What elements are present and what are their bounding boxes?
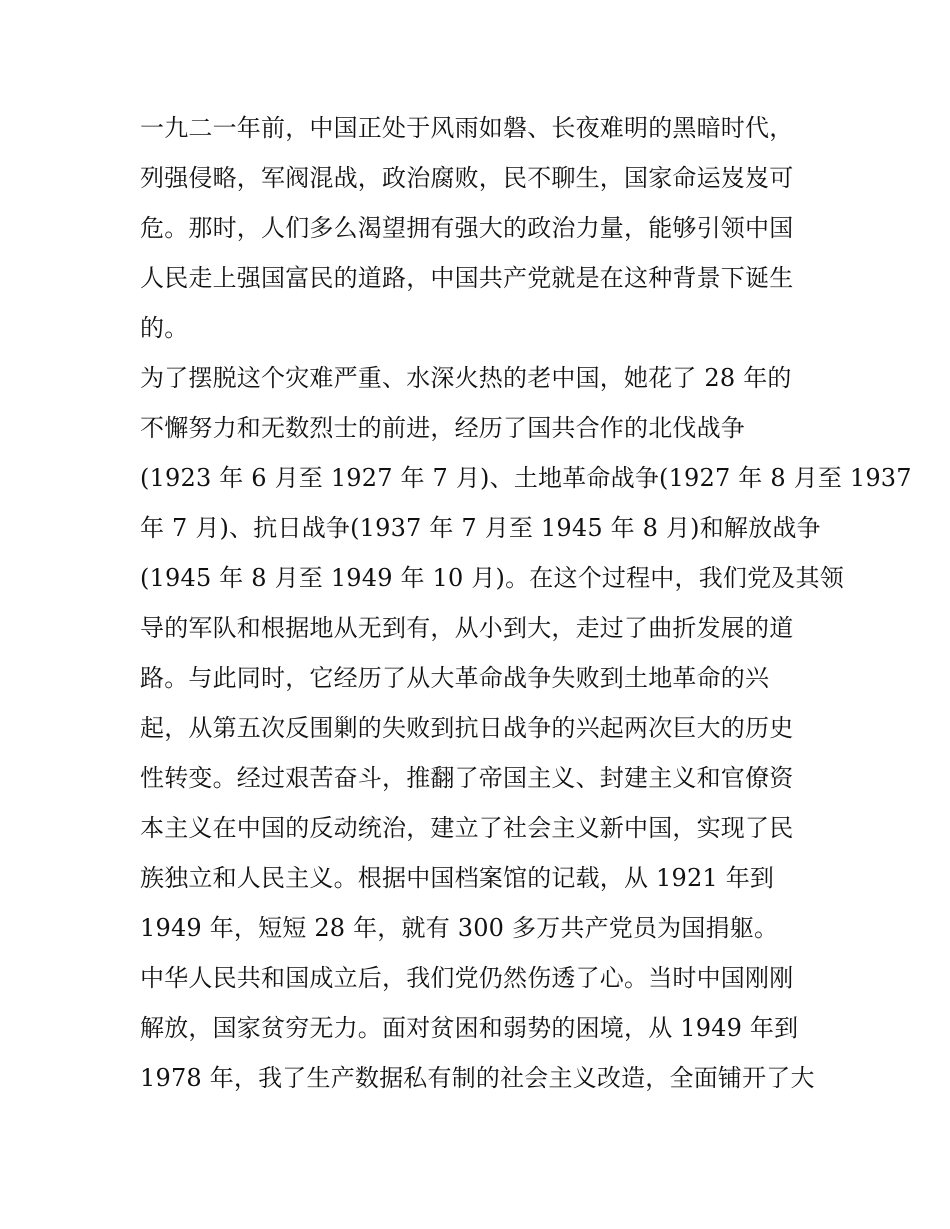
text-line: 年 7 月)、抗日战争(1937 年 7 月至 1945 年 8 月)和解放战争 (140, 514, 821, 542)
body-text (140, 103, 912, 1103)
text-line: 性转变。经过艰苦奋斗，推翻了帝国主义、封建主义和官僚资 (140, 764, 794, 792)
text-line: 不懈努力和无数烈士的前进，经历了国共合作的北伐战争 (140, 414, 745, 442)
text-line: 的。 (140, 314, 189, 342)
text-line: 导的军队和根据地从无到有，从小到大，走过了曲折发展的道 (140, 614, 794, 642)
text-line: 列强侵略，军阀混战，政治腐败，民不聊生，国家命运岌岌可 (140, 164, 794, 192)
text-line: 中华人民共和国成立后，我们党仍然伤透了心。当时中国刚刚 (140, 964, 794, 992)
text-line: 1978 年，我了生产数据私有制的社会主义改造，全面铺开了大 (140, 1064, 815, 1092)
text-line: (1945 年 8 月至 1949 年 10 月)。在这个过程中，我们党及其领 (140, 564, 844, 592)
text-line: 起，从第五次反围剿的失败到抗日战争的兴起两次巨大的历史 (140, 714, 794, 742)
text-line: (1923 年 6 月至 1927 年 7 月)、土地革命战争(1927 年 8 月至 1937 (140, 464, 912, 492)
text-line: 一九二一年前，中国正处于风雨如磐、长夜难明的黑暗时代， (140, 114, 794, 142)
text-line: 路。与此同时，它经历了从大革命战争失败到土地革命的兴 (140, 664, 770, 692)
text-line: 人民走上强国富民的道路，中国共产党就是在这种背景下诞生 (140, 264, 794, 292)
text-line: 族独立和人民主义。根据中国档案馆的记载，从 1921 年到 (140, 864, 775, 892)
text-line: 解放，国家贫穷无力。面对贫困和弱势的困境，从 1949 年到 (140, 1014, 799, 1042)
text-line: 1949 年，短短 28 年，就有 300 多万共产党员为国捐躯。 (140, 914, 779, 942)
text-line: 本主义在中国的反动统治，建立了社会主义新中国，实现了民 (140, 814, 794, 842)
text-line: 为了摆脱这个灾难严重、水深火热的老中国，她花了 28 年的 (140, 364, 792, 392)
text-line: 危。那时，人们多么渴望拥有强大的政治力量，能够引领中国 (140, 214, 794, 242)
